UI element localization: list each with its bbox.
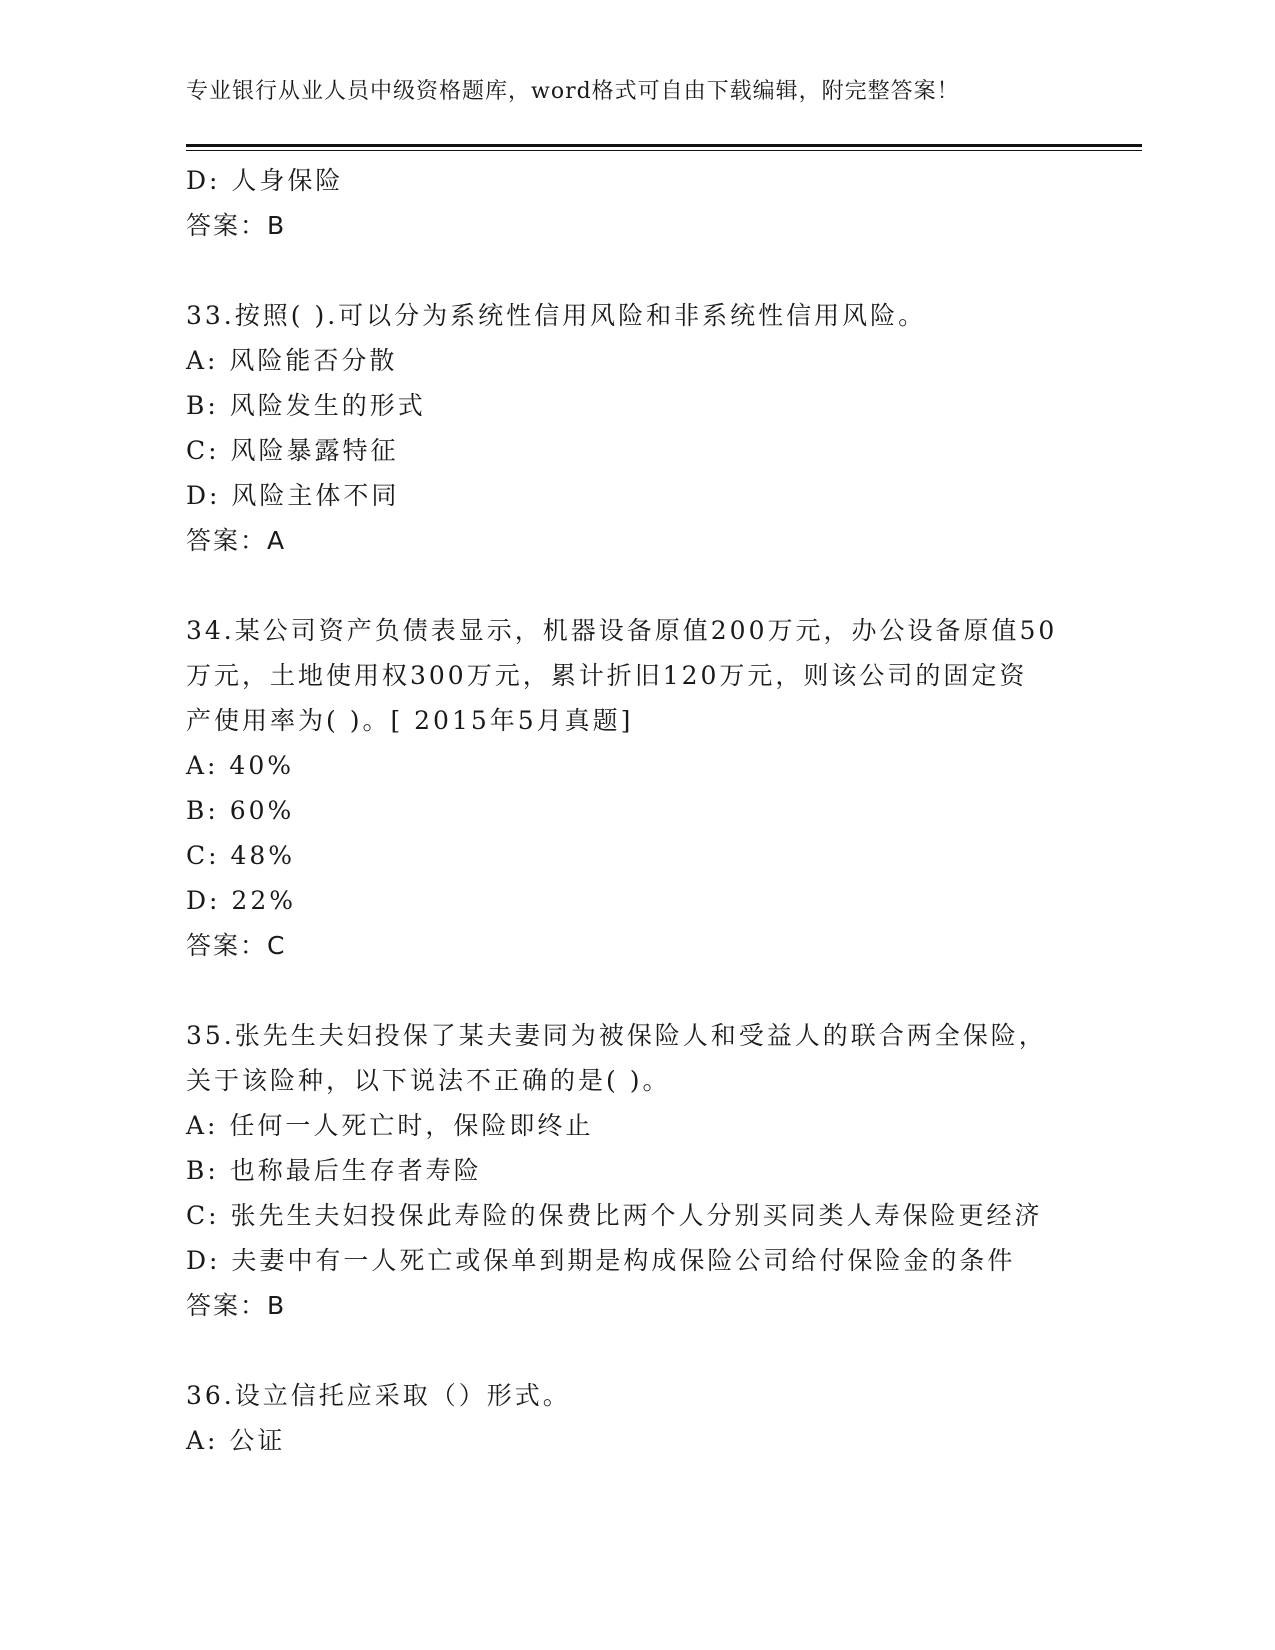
question-stem-line-2: 万元，土地使用权300万元，累计折旧120万元，则该公司的固定资 <box>186 661 1028 690</box>
answer-line: 答案：B <box>186 211 287 240</box>
option-a: A: 40% <box>186 751 294 780</box>
question-36 <box>186 1373 1086 1463</box>
option-a: A: 任何一人死亡时，保险即终止 <box>186 1111 594 1140</box>
option-c: C: 张先生夫妇投保此寿险的保费比两个人分别买同类人寿保险更经济 <box>186 1201 1043 1230</box>
option-c: C: 48% <box>186 841 296 870</box>
question-stem: 33.按照( ).可以分为系统性信用风险和非系统性信用风险。 <box>186 301 927 330</box>
question-content <box>186 158 1086 1463</box>
option-d: D: 风险主体不同 <box>186 481 400 510</box>
question-stem-line-1: 35.张先生夫妇投保了某夫妻同为被保险人和受益人的联合两全保险， <box>186 1021 1047 1050</box>
question-35 <box>186 1013 1086 1328</box>
question-stem: 36.设立信托应采取（）形式。 <box>186 1381 571 1410</box>
option-d: D: 22% <box>186 886 296 915</box>
page-header: 专业银行从业人员中级资格题库，word格式可自由下载编辑，附完整答案！ <box>186 79 960 104</box>
answer-line: 答案：A <box>186 526 287 555</box>
question-stem-line-3: 产使用率为( )。[ 2015年5月真题] <box>186 706 634 735</box>
answer-line: 答案：B <box>186 1291 287 1320</box>
question-stem-line-2: 关于该险种，以下说法不正确的是( )。 <box>186 1066 671 1095</box>
option-a: A: 公证 <box>186 1426 286 1455</box>
option-c: C: 风险暴露特征 <box>186 436 399 465</box>
option-b: B: 风险发生的形式 <box>186 391 426 420</box>
option-b: B: 60% <box>186 796 295 825</box>
answer-line: 答案：C <box>186 931 287 960</box>
question-stem-line-1: 34.某公司资产负债表显示，机器设备原值200万元，办公设备原值50 <box>186 616 1058 645</box>
option-d: D: 人身保险 <box>186 166 344 195</box>
header-rule-thick <box>186 144 1142 147</box>
question-34 <box>186 608 1086 968</box>
option-d: D: 夫妻中有一人死亡或保单到期是构成保险公司给付保险金的条件 <box>186 1246 1016 1275</box>
question-33 <box>186 293 1086 563</box>
option-b: B: 也称最后生存者寿险 <box>186 1156 482 1185</box>
option-a: A: 风险能否分散 <box>186 346 398 375</box>
header-rule-thin <box>186 150 1142 151</box>
carryover-block <box>186 158 1086 248</box>
